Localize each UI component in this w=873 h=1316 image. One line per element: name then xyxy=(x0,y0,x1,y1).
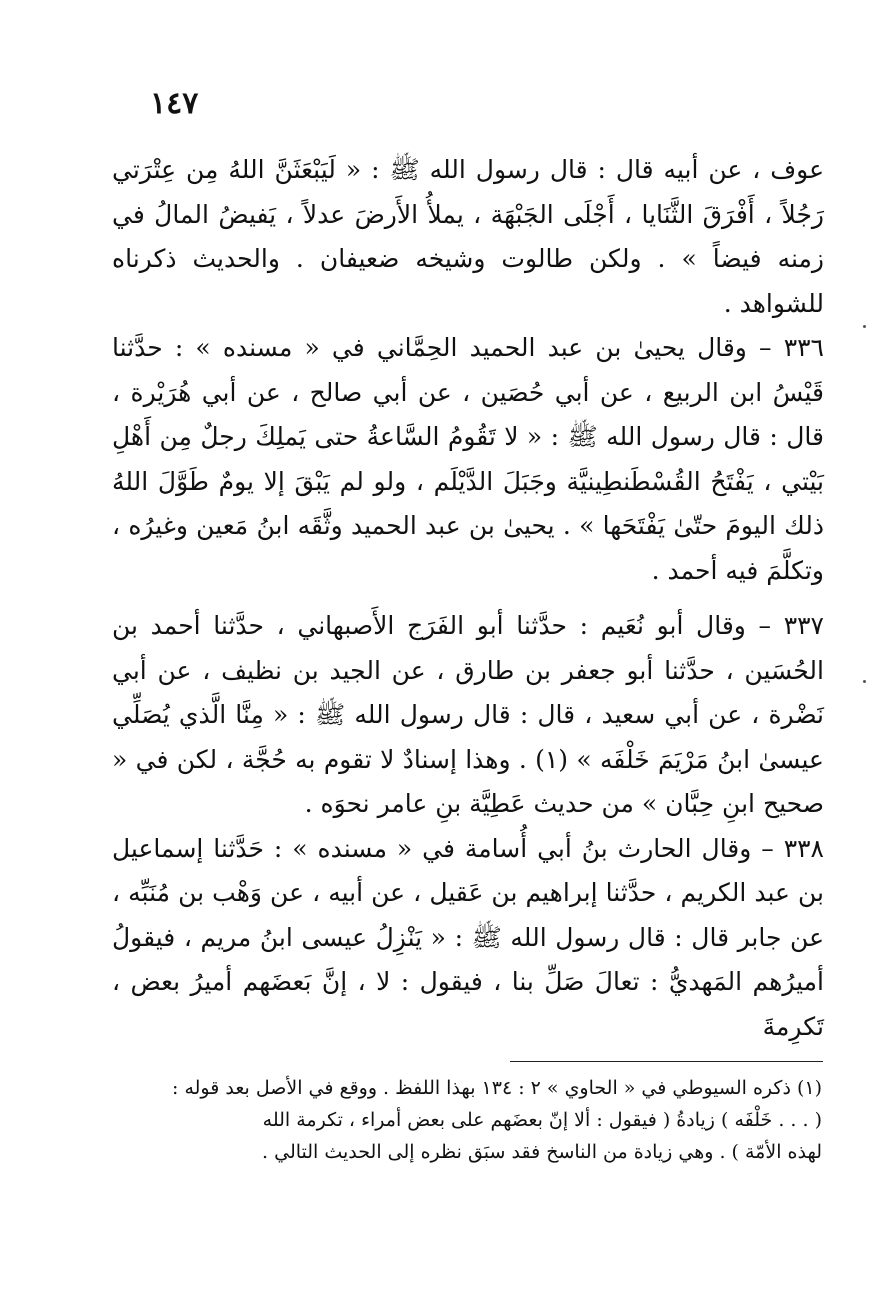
margin-dot xyxy=(863,680,866,683)
footnote xyxy=(150,1072,822,1168)
page-number: ١٤٧ xyxy=(150,86,199,121)
paragraph-336: ٣٣٦ – وقال يحيىٰ بن عبد الحميد الحِمَّاني في « مسنده » : حدَّثنا قَيْسُ ابن الربيع ، عن أبي حُصَين ، عن أبي صالح ، عن أبي هُرَيْرة ، قال : قال رسول الله ﷺ : « لا تَقُومُ السَّاعةُ حتى يَملِكَ رجلٌ مِن أَهْلِ بَيْتي ، يَفْتَحُ القُسْطَنطِينيَّة وجَبَلَ الدَّيْلَم ، ولو لم يَبْقَ إلا يومٌ طَوَّلَ اللهُ ذلك اليومَ حتّىٰ يَفْتَحَها » . يحيىٰ بن عبد الحميد وثَّقَه ابنُ مَعين وغيرُه ، وتكلَّمَ فيه أحمد . xyxy=(112,333,824,585)
footnote-line: ( . . . خَلْفَه ) زيادةُ ( فيقول : ألا إنّ بعضَهم على بعض أمراء ، تكرمة الله xyxy=(262,1109,822,1131)
margin-dot xyxy=(863,325,866,328)
footnote-line: لهذه الأمّة ) . وهي زيادة من الناسخ فقد سبَق نظره إلى الحديث التالي . xyxy=(262,1141,822,1163)
footnote-line: (١) ذكره السيوطي في « الحاوي » ٢ : ١٣٤ بهذا اللفظ . ووقع في الأصل بعد قوله : xyxy=(172,1077,822,1099)
paragraph-continuation: عوف ، عن أبيه قال : قال رسول الله ﷺ : « لَيَبْعَثَنَّ اللهُ مِن عِتْرَتي رَجُلاً ، أَفْرَقَ الثَّنَايا ، أَجْلَى الجَبْهَة ، يملأُ الأَرضَ عدلاً ، يَفيضُ المالُ في زمنه فيضاً » . ولكن طالوت وشيخه ضعيفان . والحديث ذكرناه للشواهد . xyxy=(112,155,824,318)
paragraph-338: ٣٣٨ – وقال الحارث بنُ أبي أُسامة في « مسنده » : حَدَّثنا إسماعيل بن عبد الكريم ، حدَّثنا إبراهيم بن عَقيل ، عن أبيه ، عن وَهْب بن مُنَبِّه ، عن جابر قال : قال رسول الله ﷺ : « يَنْزِلُ عيسى ابنُ مريم ، فيقولُ أميرُهم المَهديُّ : تعالَ صَلِّ بنا ، فيقول : لا ، إنَّ بَعضَهم أميرُ بعض ، تَكرِمةَ xyxy=(112,833,824,1041)
main-text xyxy=(112,148,824,1049)
footnote-divider xyxy=(510,1061,823,1062)
paragraph-337: ٣٣٧ – وقال أبو نُعَيم : حدَّثنا أبو الفَرَج الأَصبهاني ، حدَّثنا أحمد بن الحُسَين ، حدَّثنا أبو جعفر بن طارق ، عن الجيد بن نظيف ، عن أبي نَضْرة ، عن أبي سعيد ، قال : قال رسول الله ﷺ : « مِنَّا الَّذي يُصَلِّي عيسىٰ ابنُ مَرْيَمَ خَلْفَه » (١) . وهذا إسنادٌ لا تقوم به حُجَّة ، لكن في « صحيح ابنِ حِبَّان » من حديث عَطِيَّة بنِ عامر نحوَه . xyxy=(112,611,824,818)
